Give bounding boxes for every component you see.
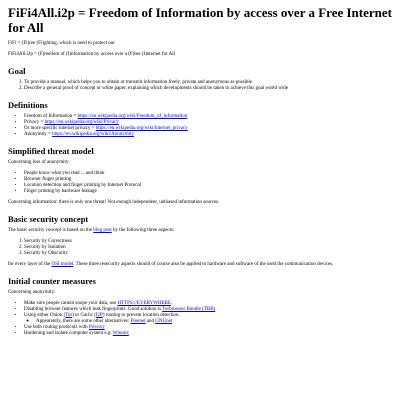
intro-fifi4all: FiFi4All.i2p = (F)reedom of (I)nformation by access over a (F)ree (I)nternet for All xyxy=(8,52,176,57)
counter-text: Hardening and isolate computer system e.g. xyxy=(24,331,113,336)
threat-item: • Location detection and finger printing by Internet Protocol xyxy=(24,183,392,189)
definitions-list xyxy=(8,114,392,138)
definition-label: Anonymity = xyxy=(24,132,53,137)
threat-outro: Concerning information: there is only one threat! Not enough independent, unbiased information sources. xyxy=(8,200,220,205)
tor-link[interactable]: Tor xyxy=(65,313,73,318)
threat-item: • Browser finger printing xyxy=(24,177,392,183)
definitions-heading: Definitions xyxy=(8,100,48,110)
page-title: FiFi4All.i2p = Freedom of Information by access over a Free Internet for All xyxy=(8,5,392,35)
gnunet-link[interactable]: GNUnet xyxy=(155,319,173,324)
goal-item: 2. Describe a general proof of concept or white paper, explaining which developments should be taken to achieve this goal world wide xyxy=(24,86,392,92)
freedom-of-information-link[interactable]: https://en.wikipedia.org/wiki/Freedom_of_information xyxy=(77,114,188,119)
definition-label: Freedom of Information = xyxy=(24,114,78,119)
osi-model-link[interactable]: OSI model xyxy=(51,262,74,267)
security-outro xyxy=(8,262,392,268)
anonymity-link[interactable]: https://en.wikipedia.org/wiki/Anonymity xyxy=(52,132,134,137)
goal-item: 1. To provide a manual, which helps you to obtain or transmit information freely, private and anonymous as possible xyxy=(24,80,392,86)
security-item: 1. Security by Correctness xyxy=(24,239,392,245)
security-item: 3. Security by Obscurity xyxy=(24,251,392,257)
counter-text: . xyxy=(171,301,173,306)
alternatives-text: Appearently, there are some other alternatives: xyxy=(36,319,131,324)
security-list xyxy=(8,239,392,257)
https-everywhere-link[interactable]: HTTPS://EVERYWHERE xyxy=(117,301,172,306)
definition-label: Or more specific internet privacy = xyxy=(24,126,96,131)
privoxy-link[interactable]: Privoxy xyxy=(88,325,105,330)
counter-list xyxy=(8,301,392,337)
freenet-link[interactable]: Freenet xyxy=(130,319,146,324)
threat-list xyxy=(8,171,392,195)
whonix-link[interactable]: Whonix xyxy=(112,331,129,336)
intro-fifi: FiFi = (Fi)ree (Fi)ghting, which is need to protect our xyxy=(8,41,115,46)
definition-item xyxy=(24,132,392,138)
blog-post-link[interactable]: blog post xyxy=(93,228,112,233)
threat-lead: Concerning loss of anonymity: xyxy=(8,160,70,165)
counter-text: Make sure people cannot snope your data, use xyxy=(24,301,118,306)
counter-text: ) or Garlic ( xyxy=(72,313,96,318)
threat-model-heading: Simplified threat model xyxy=(8,146,94,156)
internet-privacy-link[interactable]: https://en.wikipedia.org/wiki/Internet_privacy xyxy=(95,126,188,131)
security-item: 2. Security by Isolation xyxy=(24,245,392,251)
counter-text: Use both routing protocols with xyxy=(24,325,89,330)
security-lead xyxy=(8,228,392,234)
counter-item xyxy=(24,313,392,325)
threat-item: • Finger printing by hardware leakage xyxy=(24,189,392,195)
security-outro-text: . These three resecurity aspects should of course also be applied to hardware and software of the used the communication devices. xyxy=(73,262,334,267)
goal-heading: Goal xyxy=(8,66,26,76)
torbrowser-bundle-link[interactable]: Torbrowser Bundle (TBB) xyxy=(162,307,216,312)
goal-list xyxy=(8,80,392,92)
counter-lead: Concerning anonymity: xyxy=(8,290,56,295)
security-lead-text: by the following three aspects: xyxy=(111,228,175,233)
privacy-link[interactable]: https://en.wikipedia.org/wiki/Privacy xyxy=(44,120,119,125)
counter-text: ) routing to prevent location detection. xyxy=(102,313,180,318)
counter-text: Disabling browser features which leak fingerprints. Good solution is xyxy=(24,307,163,312)
counter-text: . xyxy=(215,307,217,312)
counter-item xyxy=(24,331,392,337)
i2p-link[interactable]: I2P xyxy=(95,313,103,318)
definition-label: Privacy = xyxy=(24,120,45,125)
counter-measures-heading: Initial counter measures xyxy=(8,276,96,286)
security-outro-text: for every layer of the xyxy=(8,262,52,267)
counter-text: Using either Onion ( xyxy=(24,313,66,318)
security-concept-heading: Basic security concept xyxy=(8,214,89,224)
threat-item: • People know what you read ... and think xyxy=(24,171,392,177)
alternatives-text: and xyxy=(145,319,156,324)
security-lead-text: The basic security concept is based on the xyxy=(8,228,94,233)
